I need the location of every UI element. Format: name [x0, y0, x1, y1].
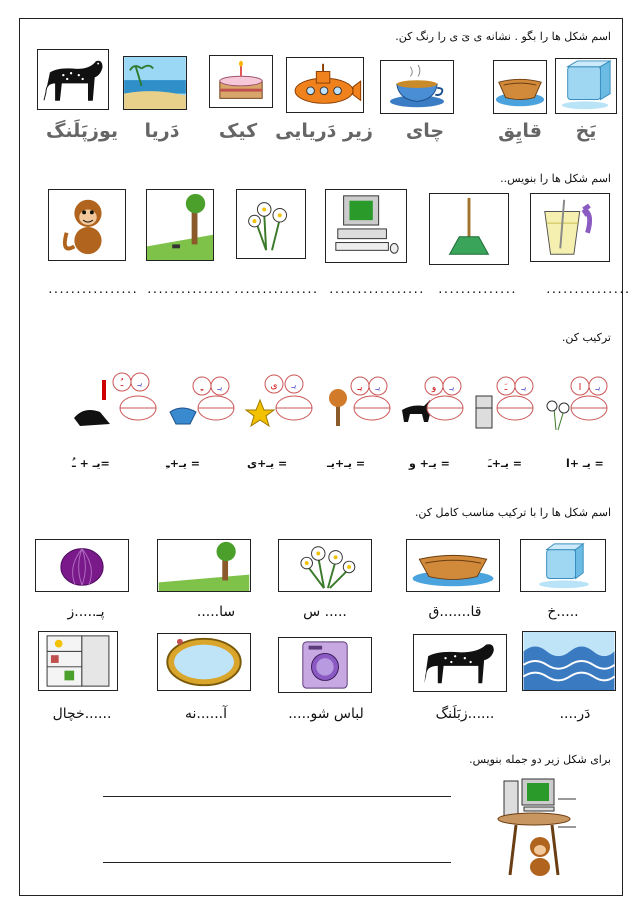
juice-glass-icon: [530, 193, 610, 262]
broom-icon: [429, 193, 509, 265]
svg-text:یـ: یـ: [137, 379, 143, 389]
formula-7: یـ + ـُ=: [72, 457, 110, 470]
word-boat: قایِق: [498, 120, 542, 142]
washing-machine-icon: [278, 637, 372, 693]
monkey-icon: [48, 189, 126, 261]
combo-fridge: [470, 370, 536, 432]
fridge-icon: [38, 631, 118, 691]
formula-3: یـ+ و =: [409, 457, 450, 470]
submarine-icon: [286, 57, 364, 113]
cword-flower: ..... س: [303, 604, 347, 620]
onion-icon: [35, 539, 129, 592]
blank-monkey[interactable]: ................: [47, 283, 137, 296]
tree-icon: [157, 539, 251, 592]
blank-tree[interactable]: ...............: [146, 283, 231, 296]
word-tea: چای: [405, 120, 445, 142]
cword-fridge: ......خچال: [52, 706, 112, 722]
section5-title: برای شکل زیر دو جمله بنویس.: [469, 753, 611, 766]
section1-title: اسم شکل ها را بگو . نشانه ی یَ ی را رنگ کن.: [395, 30, 611, 43]
svg-text:یـ: یـ: [357, 383, 363, 393]
cword-cheetah: ......زبَلَنگ: [435, 706, 495, 722]
computer-icon: [325, 189, 407, 263]
combo-tree: [322, 370, 394, 432]
sentence-line-2[interactable]: [103, 862, 451, 863]
boat-icon: [406, 539, 500, 592]
cheetah-icon: [413, 634, 507, 692]
svg-text:و: و: [431, 383, 437, 393]
combo-boat: [166, 370, 238, 432]
tea-cup-icon: [380, 60, 454, 114]
word-submarine: زیر دَریایی: [275, 120, 373, 142]
formula-6: یـ+ـِ =: [166, 457, 200, 470]
formula-5: یـ+ی =: [247, 457, 288, 470]
blank-broom[interactable]: ..............: [437, 283, 516, 296]
blank-juice[interactable]: ...............: [545, 283, 630, 296]
word-cheetah: یوزپَلَنگ: [45, 120, 119, 142]
sea-icon: [522, 631, 616, 691]
cword-washer: لباس شو.....: [288, 706, 364, 722]
flowers-icon: [236, 189, 306, 259]
svg-text:یـ: یـ: [291, 381, 297, 391]
blank-flowers[interactable]: ...............: [233, 283, 318, 296]
svg-text:ـُ: ـُ: [120, 379, 124, 389]
ice-cube-icon: [555, 58, 617, 114]
svg-text:ا: ا: [578, 383, 582, 393]
cword-onion: پـ.....ز: [67, 604, 105, 620]
sentence-line-1[interactable]: [103, 796, 451, 797]
word-cake: کیک: [218, 120, 258, 142]
combo-cheetah: [400, 370, 466, 432]
formula-4: یـ+یـ =: [327, 457, 366, 470]
svg-text:یـ: یـ: [375, 383, 381, 393]
svg-text:ـِ: ـِ: [200, 383, 204, 393]
formula-2: یـ+ـَ =: [488, 457, 522, 470]
svg-text:یـ: یـ: [449, 383, 455, 393]
cake-icon: [209, 55, 273, 108]
ice-cube-icon: [520, 539, 606, 592]
combo-man: [70, 368, 160, 432]
svg-text:یـ: یـ: [595, 383, 601, 393]
word-sea: دَریا: [144, 120, 180, 142]
formula-1: یـ +ا =: [566, 457, 604, 470]
boat-icon: [493, 60, 547, 114]
mirror-icon: [157, 633, 251, 691]
blank-computer[interactable]: .................: [328, 283, 424, 296]
combo-flowers: [540, 370, 610, 432]
computer-desk-monkey-icon: [496, 775, 580, 879]
section4-title: اسم شکل ها را با ترکیب مناسب کامل کن.: [414, 506, 611, 519]
svg-text:ی: ی: [270, 381, 278, 391]
cword-tree: سا.....: [196, 604, 236, 620]
combo-star: [244, 370, 316, 432]
beach-icon: [123, 56, 187, 110]
cheetah-icon: [37, 49, 109, 110]
svg-text:ـَ: ـَ: [504, 383, 508, 393]
cword-ice: .....خ: [547, 604, 579, 620]
cword-sea: دَر....: [559, 706, 591, 722]
svg-text:یـ: یـ: [521, 383, 527, 393]
section2-title: اسم شکل ها را بنویس..: [500, 172, 611, 185]
cword-boat: قا.......ق: [428, 604, 482, 620]
tree-icon: [146, 189, 214, 261]
section3-title: ترکیب کن.: [561, 331, 611, 344]
flowers-icon: [278, 539, 372, 592]
word-ice: یَخ: [575, 120, 597, 142]
cword-mirror: آ......نه: [185, 706, 227, 722]
svg-text:یـ: یـ: [217, 383, 223, 393]
